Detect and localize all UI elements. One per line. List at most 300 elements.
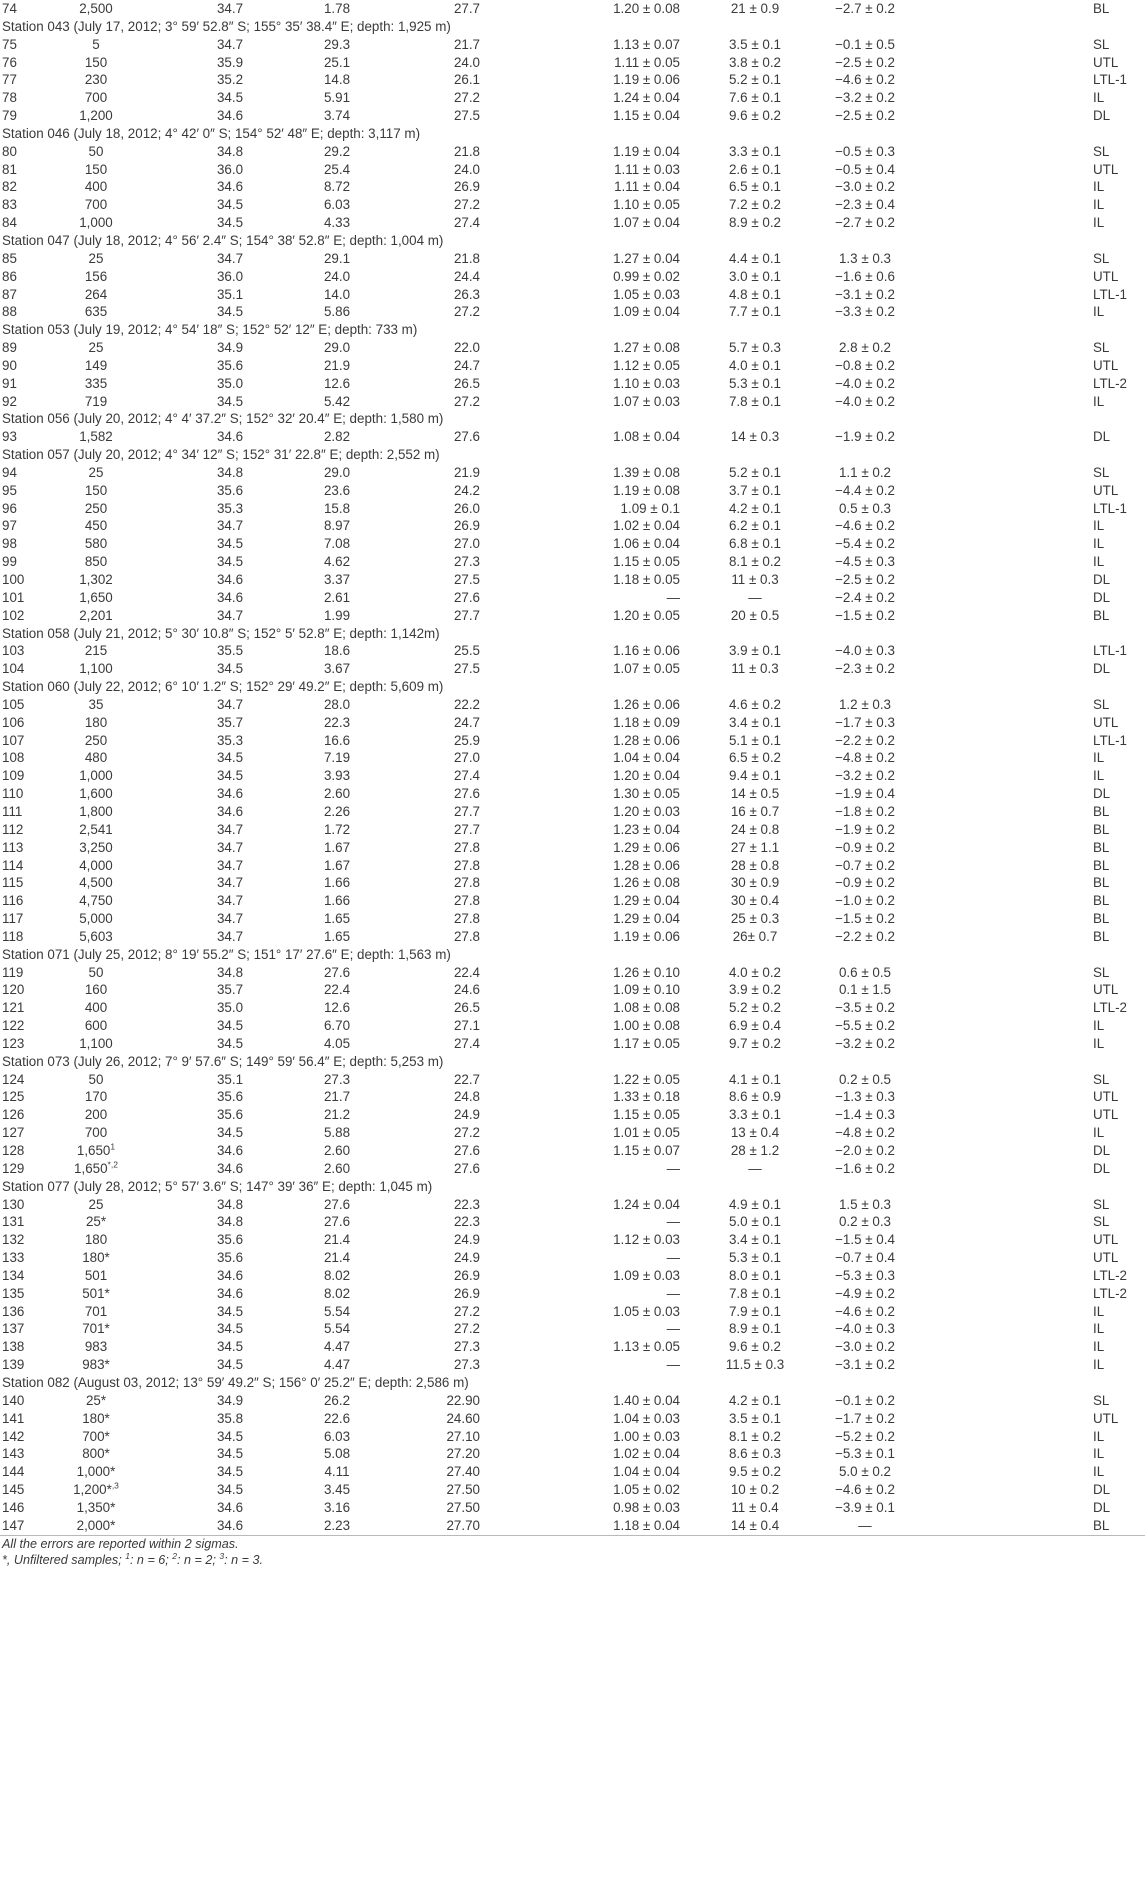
depth-cell (68, 1481, 124, 1499)
salinity-cell: 34.6 (216, 179, 244, 195)
ratio-cell: 1.11 ± 0.04 (614, 179, 680, 195)
concentration-cell: 7.8 ± 0.1 (728, 393, 782, 409)
concentration-cell: 3.7 ± 0.1 (728, 482, 782, 498)
sample-no-cell: 125 (2, 1089, 25, 1105)
temperature-cell: 29.2 (323, 143, 351, 159)
depth-cell: 4,500 (79, 875, 113, 891)
table-row (0, 607, 1145, 625)
depth-cell: 580 (84, 536, 108, 552)
temperature-cell: 2.23 (323, 1517, 351, 1533)
isotope-cell: −5.5 ± 0.2 (835, 1018, 895, 1034)
temperature-cell: 5.08 (323, 1446, 351, 1462)
table-row (0, 178, 1145, 196)
depth-cell: 250 (84, 500, 108, 516)
sample-no-cell: 145 (2, 1482, 25, 1498)
density-cell: 24.8 (453, 1089, 480, 1105)
density-cell: 24.2 (453, 482, 480, 498)
concentration-cell: 11 ± 0.3 (731, 661, 779, 677)
salinity-cell: 34.5 (216, 393, 244, 409)
salinity-cell: 34.5 (216, 554, 244, 570)
depth-cell: 25* (85, 1214, 107, 1230)
salinity-cell: 34.6 (216, 1143, 244, 1158)
ratio-cell: 1.20 ± 0.08 (613, 1, 680, 16)
salinity-cell: 34.5 (216, 1125, 244, 1141)
isotope-cell: 0.1 ± 1.5 (838, 982, 892, 998)
density-cell: 26.3 (453, 286, 480, 302)
ratio-cell: 1.27 ± 0.08 (613, 340, 680, 356)
density-cell: 27.20 (446, 1446, 480, 1462)
isotope-cell: 1.2 ± 0.3 (838, 696, 892, 712)
depth-cell: 2,541 (79, 821, 113, 837)
water-mass-cell: BL (1093, 928, 1110, 944)
station-header-row (0, 232, 1145, 250)
isotope-cell: −0.9 ± 0.2 (835, 875, 895, 891)
table-row (0, 214, 1145, 232)
sample-no-cell: 79 (2, 108, 17, 124)
temperature-cell: 4.47 (323, 1357, 351, 1373)
depth-footnote-marker: 1 (110, 1141, 116, 1152)
temperature-cell: 2.61 (323, 589, 351, 605)
table-row (0, 1142, 1145, 1160)
salinity-cell: 34.7 (216, 1, 244, 16)
water-mass-cell: BL (1093, 607, 1110, 623)
table-row (0, 1249, 1145, 1267)
temperature-cell: 27.3 (323, 1071, 351, 1087)
concentration-cell: 7.6 ± 0.1 (728, 90, 782, 106)
isotope-cell: 1.5 ± 0.3 (838, 1196, 892, 1212)
table-row (0, 1017, 1145, 1035)
concentration-cell: 28 ± 0.8 (730, 857, 780, 873)
sample-no-cell: 127 (2, 1125, 25, 1141)
sample-no-cell: 113 (2, 839, 24, 855)
depth-cell: 25 (88, 1196, 104, 1212)
isotope-cell: −0.1 ± 0.5 (835, 36, 895, 52)
salinity-cell: 34.5 (216, 536, 244, 552)
salinity-cell: 35.8 (216, 1410, 244, 1426)
concentration-cell: 6.2 ± 0.1 (728, 518, 782, 534)
salinity-cell: 34.6 (216, 1267, 244, 1283)
ratio-cell: 1.26 ± 0.06 (613, 696, 680, 712)
depth-cell: 5,603 (79, 928, 113, 944)
depth-cell: 701 (84, 1303, 108, 1319)
depth-cell: 1,650 (79, 589, 113, 605)
concentration-cell: 27 ± 1.1 (730, 839, 780, 855)
density-cell: 26.9 (453, 1285, 480, 1301)
water-mass-cell: IL (1093, 768, 1105, 784)
table-row (0, 1196, 1145, 1214)
water-mass-cell: IL (1093, 1339, 1105, 1355)
water-mass-cell: UTL (1093, 268, 1119, 284)
sample-no-cell: 120 (2, 982, 25, 998)
density-cell: 27.5 (453, 108, 480, 124)
density-cell: 27.3 (453, 1339, 480, 1355)
temperature-cell: 29.3 (323, 36, 351, 52)
salinity-cell: 34.5 (216, 304, 244, 320)
ratio-cell: 1.15 ± 0.05 (613, 1107, 680, 1123)
salinity-cell: 36.0 (216, 268, 244, 284)
ratio-cell: 1.30 ± 0.05 (613, 786, 680, 802)
temperature-cell: 1.65 (323, 928, 351, 944)
station-label: Station 047 (July 18, 2012; 4° 56′ 2.4″ S; 154° 38′ 52.8″ E; depth: 1,004 m) (2, 232, 444, 248)
concentration-cell: 20 ± 0.5 (730, 607, 780, 623)
density-cell: 22.0 (453, 340, 480, 356)
depth-cell: 180* (82, 1250, 110, 1266)
water-mass-cell: DL (1093, 108, 1111, 124)
sample-no-cell: 141 (2, 1410, 25, 1426)
salinity-cell: 34.5 (216, 750, 244, 766)
water-mass-cell: UTL (1093, 1107, 1119, 1123)
ratio-cell: 1.22 ± 0.05 (613, 1071, 680, 1087)
isotope-cell: 1.3 ± 0.3 (838, 250, 892, 266)
density-cell: 27.5 (453, 661, 480, 677)
water-mass-cell: IL (1093, 304, 1105, 320)
depth-footnote-marker: *,2 (107, 1159, 118, 1170)
sample-no-cell: 98 (2, 536, 17, 552)
water-mass-cell: LTL-2 (1093, 375, 1127, 391)
salinity-cell: 34.5 (216, 1303, 244, 1319)
density-cell: 27.6 (453, 1143, 480, 1158)
salinity-cell: 34.9 (216, 340, 244, 356)
table-row (0, 571, 1145, 589)
temperature-cell: 8.02 (323, 1285, 351, 1301)
water-mass-cell: BL (1093, 803, 1110, 819)
ratio-cell: 1.07 ± 0.03 (613, 393, 680, 409)
table-row (0, 54, 1145, 72)
sample-no-cell: 103 (2, 643, 25, 659)
density-cell: 27.2 (453, 1321, 480, 1337)
sample-no-cell: 101 (2, 589, 25, 605)
water-mass-cell: LTL-2 (1093, 1285, 1127, 1301)
table-footnotes (0, 1536, 1145, 1568)
table-row (0, 1213, 1145, 1231)
sample-no-cell: 86 (2, 268, 17, 284)
water-mass-cell: LTL-2 (1093, 1000, 1127, 1016)
isotope-cell: −3.3 ± 0.2 (835, 304, 895, 320)
table-row (0, 143, 1145, 161)
ratio-cell: 1.33 ± 0.18 (613, 1089, 680, 1105)
temperature-cell: 21.4 (323, 1232, 351, 1248)
depth-cell: 1,000* (76, 1464, 116, 1480)
sample-no-cell: 89 (2, 340, 17, 356)
salinity-cell: 34.5 (216, 1035, 244, 1051)
water-mass-cell: IL (1093, 1428, 1105, 1444)
depth-cell: 700 (84, 197, 108, 213)
concentration-cell: 8.9 ± 0.2 (728, 215, 782, 231)
water-mass-cell: IL (1093, 750, 1105, 766)
depth-footnote-marker: ,3 (111, 1480, 119, 1491)
salinity-cell: 34.8 (216, 143, 244, 159)
ratio-cell: 1.26 ± 0.10 (613, 964, 680, 980)
temperature-cell: 8.02 (323, 1267, 351, 1283)
water-mass-cell: SL (1093, 1071, 1110, 1087)
water-mass-cell: SL (1093, 1196, 1110, 1212)
isotope-cell: — (858, 1517, 872, 1533)
isotope-cell: −1.5 ± 0.2 (835, 911, 895, 927)
density-cell: 22.7 (453, 1071, 480, 1087)
salinity-cell: 34.5 (216, 90, 244, 106)
depth-cell: 2,201 (79, 607, 113, 623)
water-mass-cell: BL (1093, 1, 1110, 16)
ratio-cell: 1.07 ± 0.04 (613, 215, 680, 231)
density-cell: 27.7 (453, 821, 480, 837)
concentration-cell: 4.2 ± 0.1 (728, 500, 782, 516)
sample-no-cell: 132 (2, 1232, 25, 1248)
concentration-cell: 6.5 ± 0.1 (728, 179, 782, 195)
sample-no-cell: 87 (2, 286, 17, 302)
ratio-cell: 1.05 ± 0.03 (613, 1303, 680, 1319)
density-cell: 27.6 (453, 429, 480, 445)
sample-no-cell: 133 (2, 1250, 25, 1266)
temperature-cell: 3.16 (323, 1499, 351, 1515)
temperature-cell: 3.93 (323, 768, 351, 784)
temperature-cell: 27.6 (323, 1196, 351, 1212)
ratio-cell: 1.01 ± 0.05 (613, 1125, 680, 1141)
temperature-cell: 1.78 (323, 1, 351, 16)
salinity-cell: 35.7 (216, 714, 244, 730)
water-mass-cell: UTL (1093, 357, 1119, 373)
table-row (0, 785, 1145, 803)
ratio-cell: 1.11 ± 0.05 (614, 54, 680, 70)
depth-cell: 1,302 (79, 572, 113, 587)
density-cell: 25.9 (453, 732, 480, 748)
salinity-cell: 34.6 (216, 786, 244, 802)
concentration-cell: 3.3 ± 0.1 (728, 143, 782, 159)
density-cell: 24.4 (453, 268, 480, 284)
salinity-cell: 34.7 (216, 36, 244, 52)
isotope-cell: 2.8 ± 0.2 (838, 340, 892, 356)
concentration-cell: 3.8 ± 0.2 (728, 54, 782, 70)
concentration-cell: 4.8 ± 0.1 (728, 286, 782, 302)
station-header-row (0, 678, 1145, 696)
temperature-cell: 26.2 (323, 1392, 351, 1408)
concentration-cell: 7.8 ± 0.1 (728, 1285, 782, 1301)
table-row (0, 107, 1145, 125)
salinity-cell: 34.6 (216, 1499, 244, 1515)
density-cell: 27.70 (446, 1517, 480, 1533)
ratio-cell: 1.15 ± 0.07 (613, 1143, 680, 1158)
salinity-cell: 34.5 (216, 1428, 244, 1444)
ratio-cell: 1.04 ± 0.03 (613, 1410, 680, 1426)
temperature-cell: 22.6 (323, 1410, 351, 1426)
density-cell: 27.1 (453, 1018, 480, 1034)
isotope-cell: −4.6 ± 0.2 (835, 1482, 895, 1498)
temperature-cell: 2.60 (323, 786, 351, 802)
sample-no-cell: 135 (2, 1285, 25, 1301)
station-header-row (0, 446, 1145, 464)
water-mass-cell: DL (1093, 1499, 1111, 1515)
concentration-cell: 5.7 ± 0.3 (728, 340, 782, 356)
density-cell: 22.90 (446, 1392, 480, 1408)
table-row (0, 660, 1145, 678)
temperature-cell: 29.1 (323, 250, 351, 266)
ratio-cell: — (666, 1214, 680, 1230)
ratio-cell: 1.28 ± 0.06 (613, 857, 680, 873)
isotope-cell: −1.0 ± 0.2 (835, 893, 895, 909)
density-cell: 27.0 (453, 750, 480, 766)
sample-no-cell: 115 (2, 875, 24, 891)
sample-no-cell: 116 (2, 893, 24, 909)
concentration-cell: 9.6 ± 0.2 (728, 1339, 782, 1355)
depth-cell: 215 (84, 643, 108, 659)
table-row (0, 517, 1145, 535)
isotope-cell: −0.7 ± 0.4 (835, 1250, 895, 1266)
isotope-cell: −3.9 ± 0.1 (835, 1499, 895, 1515)
table-row (0, 696, 1145, 714)
ratio-cell: 1.20 ± 0.03 (613, 803, 680, 819)
isotope-cell: −3.5 ± 0.2 (835, 1000, 895, 1016)
density-cell: 24.9 (453, 1250, 480, 1266)
table-row (0, 1285, 1145, 1303)
density-cell: 22.4 (453, 964, 480, 980)
depth-cell: 501 (84, 1267, 108, 1283)
table-row (0, 357, 1145, 375)
water-mass-cell: DL (1093, 572, 1111, 587)
temperature-cell: 3.45 (323, 1482, 351, 1498)
isotope-cell: −2.3 ± 0.2 (835, 661, 895, 677)
ratio-cell: 1.39 ± 0.08 (613, 464, 680, 480)
concentration-cell: 4.6 ± 0.2 (728, 696, 782, 712)
water-mass-cell: UTL (1093, 714, 1119, 730)
ratio-cell: — (666, 1357, 680, 1373)
isotope-cell: −1.4 ± 0.3 (835, 1107, 895, 1123)
depth-cell: 3,250 (79, 839, 113, 855)
depth-cell: 25* (85, 1392, 107, 1408)
ratio-cell: 1.09 ± 0.10 (613, 982, 680, 998)
salinity-cell: 34.7 (216, 250, 244, 266)
sample-no-cell: 114 (2, 857, 24, 873)
ratio-cell: 1.08 ± 0.08 (613, 1000, 680, 1016)
density-cell: 24.9 (453, 1232, 480, 1248)
salinity-cell: 36.0 (216, 161, 244, 177)
salinity-cell: 34.7 (216, 518, 244, 534)
temperature-cell: 1.66 (323, 875, 351, 891)
table-row (0, 999, 1145, 1017)
table-row (0, 339, 1145, 357)
density-cell: 26.9 (453, 179, 480, 195)
temperature-cell: 21.7 (323, 1089, 351, 1105)
water-mass-cell: IL (1093, 1464, 1105, 1480)
density-cell: 27.6 (453, 786, 480, 802)
density-cell: 21.9 (453, 464, 480, 480)
depth-cell: 700* (82, 1428, 110, 1444)
concentration-cell: 4.2 ± 0.1 (728, 1392, 782, 1408)
isotope-cell: −1.5 ± 0.2 (835, 607, 895, 623)
table-row (0, 589, 1145, 607)
density-cell: 27.3 (453, 554, 480, 570)
sample-no-cell: 136 (2, 1303, 25, 1319)
water-mass-cell: UTL (1093, 161, 1119, 177)
temperature-cell: 4.47 (323, 1339, 351, 1355)
ratio-cell: 1.18 ± 0.05 (613, 572, 680, 587)
salinity-cell: 34.8 (216, 1196, 244, 1212)
isotope-cell: −2.5 ± 0.2 (835, 572, 895, 587)
water-mass-cell: IL (1093, 1446, 1105, 1462)
salinity-cell: 34.5 (216, 1018, 244, 1034)
station-header-row (0, 1178, 1145, 1196)
salinity-cell: 35.6 (216, 482, 244, 498)
salinity-cell: 34.9 (216, 1392, 244, 1408)
sample-no-cell: 139 (2, 1357, 25, 1373)
concentration-cell: — (748, 1160, 762, 1176)
isotope-cell: −3.2 ± 0.2 (835, 768, 895, 784)
water-mass-cell: SL (1093, 250, 1110, 266)
water-mass-cell: IL (1093, 197, 1105, 213)
table-row (0, 1320, 1145, 1338)
depth-cell: 200 (84, 1107, 108, 1123)
water-mass-cell: SL (1093, 964, 1110, 980)
temperature-cell: 14.8 (323, 72, 351, 88)
isotope-cell: −3.2 ± 0.2 (835, 90, 895, 106)
concentration-cell: 30 ± 0.9 (730, 875, 780, 891)
temperature-cell: 21.9 (323, 357, 351, 373)
density-cell: 26.1 (453, 72, 480, 88)
table-row (0, 1267, 1145, 1285)
density-cell: 24.0 (453, 161, 480, 177)
table-row (0, 1463, 1145, 1481)
station-label: Station 060 (July 22, 2012; 6° 10′ 1.2″ S; 152° 29′ 49.2″ E; depth: 5,609 m) (2, 679, 444, 695)
salinity-cell: 34.7 (216, 911, 244, 927)
salinity-cell: 34.7 (216, 607, 244, 623)
salinity-cell: 34.5 (216, 768, 244, 784)
temperature-cell: 21.2 (323, 1107, 351, 1123)
density-cell: 27.2 (453, 197, 480, 213)
depth-cell: 480 (84, 750, 108, 766)
sample-no-cell: 124 (2, 1071, 25, 1087)
water-mass-cell: IL (1093, 90, 1105, 106)
concentration-cell: 14 ± 0.3 (730, 429, 780, 445)
temperature-cell: 7.08 (323, 536, 351, 552)
station-label: Station 046 (July 18, 2012; 4° 42′ 0″ S; 154° 52′ 48″ E; depth: 3,117 m) (2, 125, 421, 141)
sample-no-cell: 128 (2, 1143, 25, 1158)
temperature-cell: 23.6 (323, 482, 351, 498)
concentration-cell: 9.5 ± 0.2 (728, 1464, 782, 1480)
density-cell: 27.4 (453, 768, 480, 784)
table-row (0, 1481, 1145, 1499)
water-mass-cell: DL (1093, 661, 1111, 677)
water-mass-cell: UTL (1093, 1250, 1119, 1266)
concentration-cell: 6.9 ± 0.4 (728, 1018, 782, 1034)
salinity-cell: 34.6 (216, 572, 244, 587)
temperature-cell: 3.37 (323, 572, 351, 587)
depth-cell: 983* (82, 1357, 110, 1373)
table-row (0, 1160, 1145, 1178)
sample-no-cell: 77 (2, 72, 17, 88)
sample-no-cell: 117 (2, 911, 24, 927)
water-mass-cell: SL (1093, 1214, 1110, 1230)
sample-no-cell: 82 (2, 179, 17, 195)
temperature-cell: 14.0 (323, 286, 351, 302)
salinity-cell: 35.2 (216, 72, 244, 88)
depth-cell: 264 (84, 286, 108, 302)
temperature-cell: 4.33 (323, 215, 351, 231)
table-row (0, 1356, 1145, 1374)
depth-cell: 230 (84, 72, 108, 88)
isotope-cell: −1.9 ± 0.2 (835, 821, 895, 837)
isotope-cell: 0.2 ± 0.3 (838, 1214, 892, 1230)
salinity-cell: 34.6 (216, 108, 244, 124)
concentration-cell: 5.0 ± 0.1 (728, 1214, 782, 1230)
salinity-cell: 35.6 (216, 1089, 244, 1105)
ratio-cell: 1.20 ± 0.05 (613, 607, 680, 623)
density-cell: 26.9 (453, 518, 480, 534)
ratio-cell: — (666, 1321, 680, 1337)
isotope-cell: −3.1 ± 0.2 (835, 1357, 895, 1373)
table-row (0, 749, 1145, 767)
sample-no-cell: 122 (2, 1018, 25, 1034)
isotope-cell: −5.3 ± 0.1 (835, 1446, 895, 1462)
concentration-cell: 9.4 ± 0.1 (728, 768, 782, 784)
table-row (0, 1517, 1145, 1535)
